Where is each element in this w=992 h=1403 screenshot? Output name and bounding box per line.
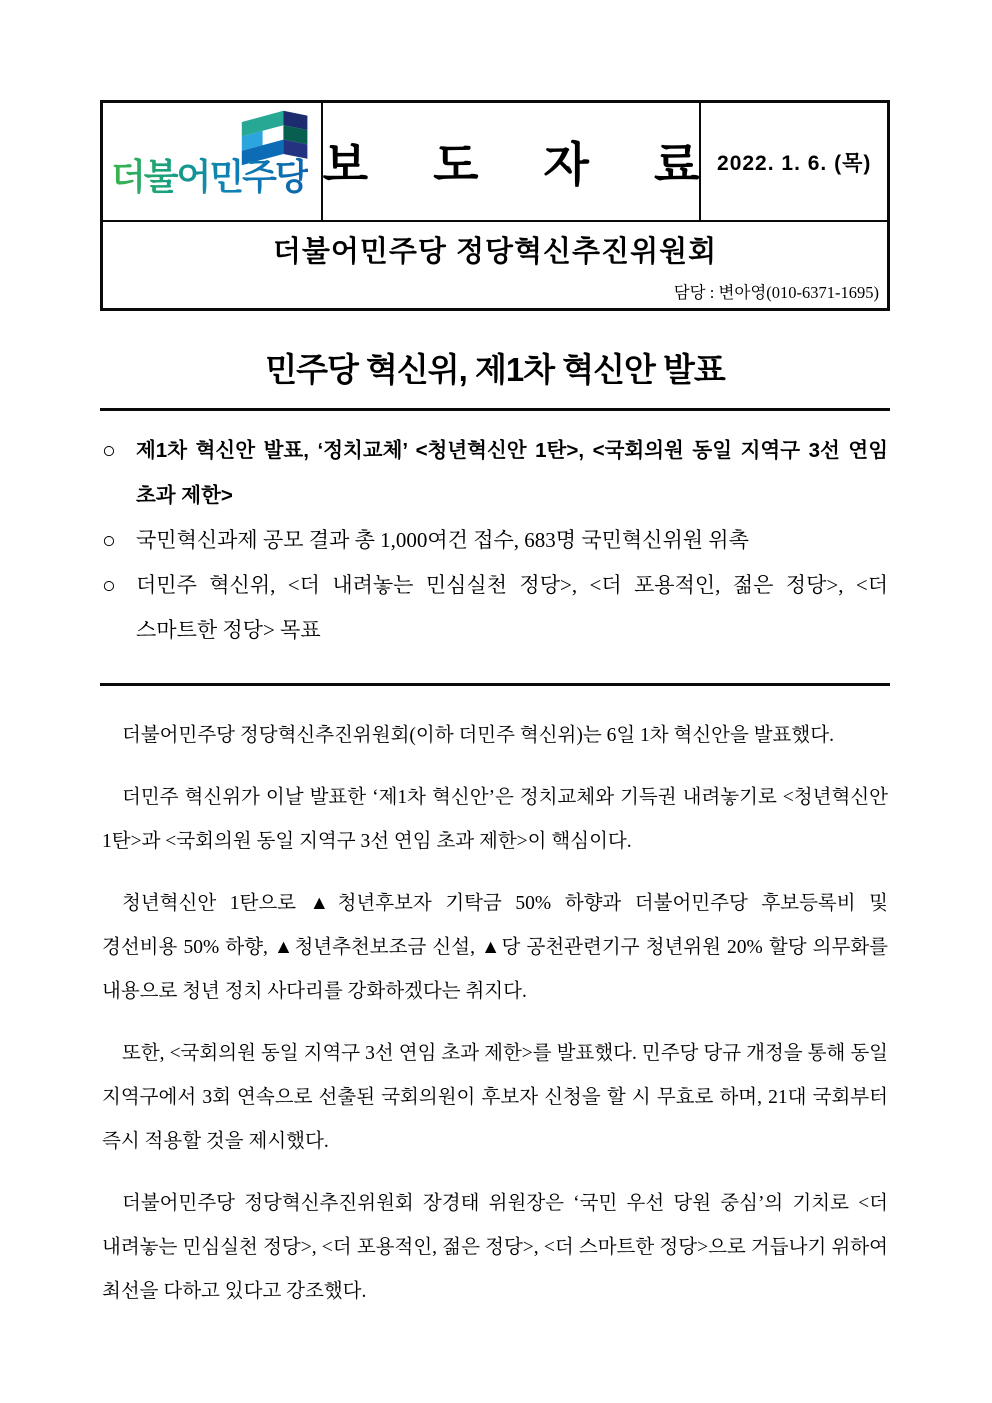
press-release-title: 민주당 혁신위, 제1차 혁신안 발표 bbox=[265, 351, 725, 388]
press-header-table bbox=[100, 100, 890, 311]
body-paragraph-5: 더불어민주당 정당혁신추진위원회 장경태 위원장은 ‘국민 우선 당원 중심’의 기치로 <더 내려놓는 민심실천 정당>, <더 포용적인, 젊은 정당>, <더 스마트한 정당>으로 거듭나기 위하여 최선을 다하고 있다고 강조했다. bbox=[102, 1193, 888, 1302]
bullet-circle-icon: ○ bbox=[102, 437, 116, 463]
header-top-row bbox=[103, 103, 887, 222]
doc-type-cell bbox=[322, 103, 726, 220]
bullet-circle-icon: ○ bbox=[102, 528, 116, 553]
contact-info: 담당 : 변아영(010-6371-1695) bbox=[673, 283, 879, 302]
summary-bullet-2 bbox=[102, 518, 888, 563]
summary-section bbox=[100, 411, 890, 666]
summary-bullet-1 bbox=[102, 428, 888, 518]
doc-type-label: 보 도 자 료 bbox=[322, 138, 726, 191]
flag-top-left-stripe bbox=[241, 111, 283, 137]
document-content bbox=[100, 100, 890, 1332]
header-bottom-row bbox=[103, 229, 887, 308]
summary-bullet-text: 제1차 혁신안 발표, ‘정치교체’ <청년혁신안 1탄>, <국회의원 동일 지역구 3선 연임 초과 제한> bbox=[136, 439, 888, 507]
summary-bullet-3 bbox=[102, 563, 888, 653]
party-logo-cell bbox=[103, 103, 323, 220]
body-paragraph-3: 청년혁신안 1탄으로 ▲청년후보자 기탁금 50% 하향과 더불어민주당 후보등록비 및 경선비용 50% 하향, ▲청년추천보조금 신설, ▲당 공천관련기구 청년위원 20% 할당 의무화를 내용으로 청년 정치 사다리를 강화하겠다는 취지다. bbox=[102, 893, 888, 1002]
bullet-circle-icon: ○ bbox=[102, 573, 116, 598]
party-logo-text: 더불어민주당 bbox=[111, 149, 308, 200]
summary-bullet-text: 더민주 혁신위, <더 내려놓는 민심실천 정당>, <더 포용적인, 젊은 정당>, <더 스마트한 정당> 목표 bbox=[136, 573, 888, 642]
summary-bullet-text: 국민혁신과제 공모 결과 총 1,000여건 접수, 683명 국민혁신위원 위촉 bbox=[136, 528, 749, 552]
committee-name: 더불어민주당 정당혁신추진위원회 bbox=[272, 236, 718, 268]
body-section bbox=[100, 714, 890, 1314]
body-paragraph-4: 또한, <국회의원 동일 지역구 3선 연임 초과 제한>를 발표했다. 민주당 당규 개정을 통해 동일 지역구에서 3회 연속으로 선출된 국회의원이 후보자 신청을 할 시 무효로 하며, 21대 국회부터 즉시 적용할 것을 제시했다. bbox=[102, 1043, 888, 1152]
divider-bottom bbox=[100, 683, 890, 686]
body-paragraph-2: 더민주 혁신위가 이날 발표한 ‘제1차 혁신안’은 정치교체와 기득권 내려놓기로 <청년혁신안 1탄>과 <국회의원 동일 지역구 3선 연임 초과 제한>이 핵심이다. bbox=[102, 787, 888, 852]
body-paragraph-1: 더불어민주당 정당혁신추진위원회(이하 더민주 혁신위)는 6일 1차 혁신안을 발표했다. bbox=[122, 725, 834, 746]
release-date: 2022. 1. 6. (목) bbox=[717, 151, 872, 175]
